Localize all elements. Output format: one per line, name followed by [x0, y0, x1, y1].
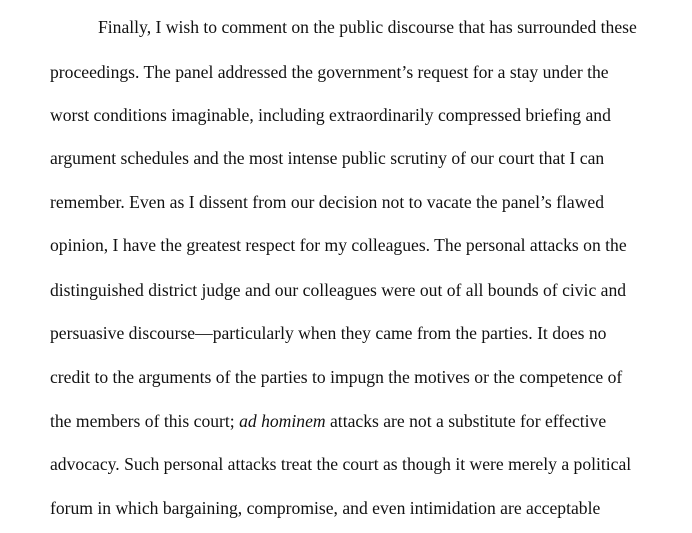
paragraph-line-8: persuasive discourse—particularly when they came from the parties. It does no	[50, 323, 607, 343]
paragraph-line-12: forum in which bargaining, compromise, and even intimidation are acceptable	[50, 498, 601, 518]
paragraph-line-6: opinion, I have the greatest respect for my colleagues. The personal attacks on the	[50, 235, 627, 255]
ad-hominem-italic: ad hominem	[239, 411, 326, 431]
paragraph-line-3: worst conditions imaginable, including extraordinarily compressed briefing and	[50, 105, 611, 125]
line-10-text-before: the members of this court;	[50, 411, 240, 431]
paragraph-line-7: distinguished district judge and our colleagues were out of all bounds of civic and	[50, 280, 627, 300]
paragraph-line-1: Finally, I wish to comment on the public discourse that has surrounded these	[98, 17, 637, 37]
paragraph-line-5: remember. Even as I dissent from our decision not to vacate the panel’s flawed	[50, 192, 605, 212]
paragraph-line-4: argument schedules and the most intense public scrutiny of our court that I can	[50, 148, 605, 168]
paragraph-line-11: advocacy. Such personal attacks treat the court as though it were merely a political	[50, 454, 632, 474]
paragraph-line-2: proceedings. The panel addressed the government’s request for a stay under the	[50, 62, 609, 82]
line-10-text-after: attacks are not a substitute for effective	[325, 411, 607, 431]
paragraph-line-10	[50, 410, 606, 432]
paragraph-line-9: credit to the arguments of the parties to impugn the motives or the competence of	[50, 367, 623, 387]
